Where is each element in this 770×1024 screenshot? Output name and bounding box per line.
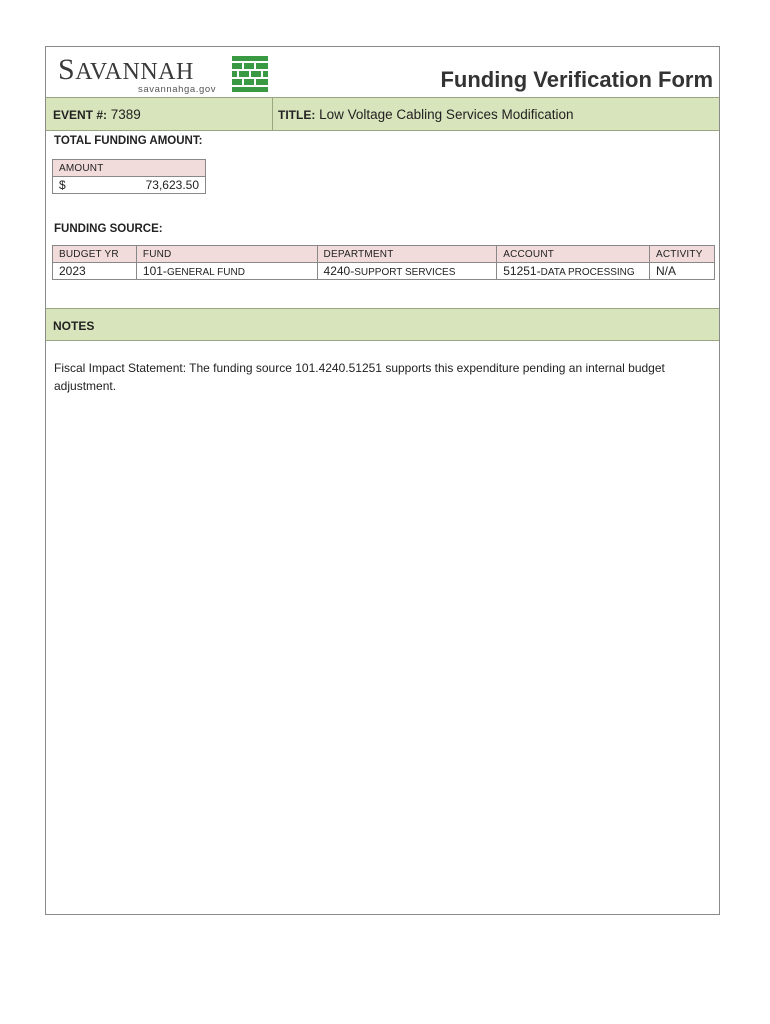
funding-source-label: FUNDING SOURCE: [54,223,163,235]
event-number-cell [46,98,273,130]
notes-bar [46,308,719,341]
header-budget-yr: BUDGET YR [53,246,137,263]
header-fund: FUND [136,246,317,263]
amount-row [53,177,206,194]
total-funding-label: TOTAL FUNDING AMOUNT: [54,135,203,147]
event-number-value: 7389 [110,107,141,122]
amount-header-row [53,160,206,177]
header-activity: ACTIVITY [649,246,714,263]
event-bar [46,97,719,131]
amount-value: 73,623.50 [145,178,199,192]
notes-text: Fiscal Impact Statement: The funding source 101.4240.51251 supports this expenditure pending an internal budget adjustment. [54,361,665,393]
header-account: ACCOUNT [497,246,650,263]
form-title: Funding Verification Form [440,67,713,92]
event-title-cell [273,98,719,130]
funding-source-row [53,263,715,280]
event-title-label: TITLE: [278,108,316,122]
savannah-logo [58,54,258,94]
form-header [46,47,719,97]
cell-activity: N/A [649,263,714,280]
event-title-value: Low Voltage Cabling Services Modification [319,107,574,122]
brick-grid-icon [232,56,268,92]
amount-column-header: AMOUNT [53,160,206,177]
cell-account: 51251-DATA PROCESSING [497,263,650,280]
event-number-label: EVENT #: [53,108,108,122]
cell-fund: 101-GENERAL FUND [136,263,317,280]
funding-source-header-row [53,246,715,263]
funding-source-table [52,245,715,280]
header-department: DEPARTMENT [317,246,497,263]
amount-table [52,159,206,194]
logo-wordmark: SAVANNAH [58,53,194,86]
notes-label: NOTES [53,319,95,333]
amount-currency: $ [59,178,66,192]
cell-budget-yr: 2023 [53,263,137,280]
form-page [45,46,720,915]
logo-website: savannahga.gov [138,84,217,95]
cell-department: 4240-SUPPORT SERVICES [317,263,497,280]
